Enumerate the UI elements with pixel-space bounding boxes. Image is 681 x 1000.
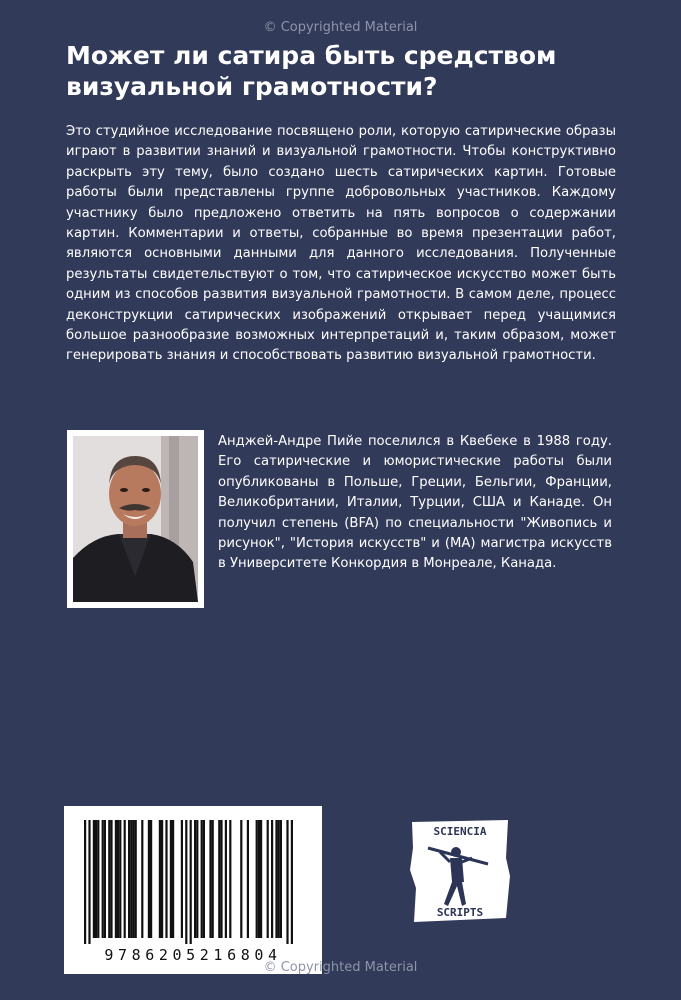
author-portrait-image [73, 436, 198, 602]
portrait-illustration [73, 436, 198, 602]
book-title: Может ли сатира быть средством визуальной грамотности? [66, 41, 557, 101]
isbn-barcode [64, 806, 322, 974]
copyright-watermark-bottom: © Copyrighted Material [263, 960, 418, 975]
sciencia-scripts-logo [410, 818, 510, 924]
barcode-bars [78, 820, 308, 944]
publisher-name-bottom: SCRIPTS [436, 906, 484, 919]
author-photo [67, 430, 204, 608]
book-abstract: Это студийное исследование посвящено роли, которую сатирические образы играют в развитии знаний и визуальной грамотности. Чтобы конструктивно раскрыть эту тему, было создано шесть сатирических картин. Готовые работы были представлены группе добровольных участников. Каждому участнику было предложено ответить на пять вопросов о содержании картин. Комментарии и ответы, собранные во время презентации работ, являются основными данными для данного исследования. Полученные результаты свидетельствуют о том, что сатирическое искусство может быть одним из способов развития визуальной грамотности. В самом деле, процесс деконструкции сатирических изображений открывает перед учащимися большое разнообразие возможных интерпретаций и, таким образом, может генерировать знания и способствовать развитию визуальной грамотности. [66, 124, 616, 364]
copyright-watermark-top: © Copyrighted Material [263, 20, 418, 35]
publisher-name-top: SCIENCIA [433, 825, 487, 838]
publisher-logo [410, 818, 510, 929]
author-biography: Анджей-Андре Пийе поселился в Квебеке в 1988 году. Его сатирические и юмористические работы были опубликованы в Польше, Греции, Бельгии, Франции, Великобритании, Италии, Турции, США и Канаде. Он получил степень (BFA) по специальности "Живопись и рисунок", "История искусств" и (MA) магистра искусств в Университете Конкордия в Монреале, Канада. [218, 434, 612, 572]
isbn-number: 9786205216804 [104, 946, 282, 964]
